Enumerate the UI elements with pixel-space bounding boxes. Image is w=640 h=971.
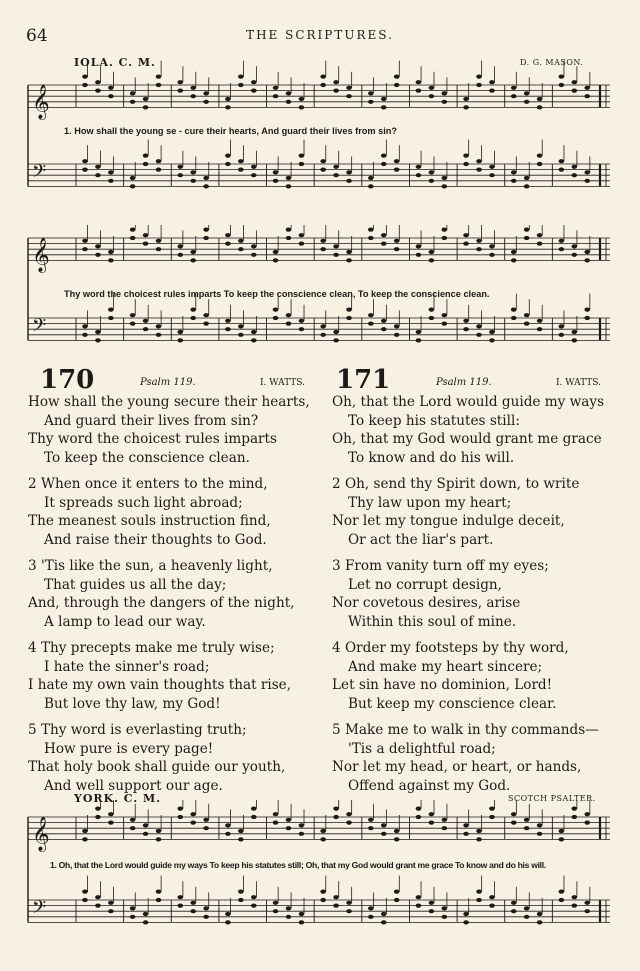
stanza: 5 Thy word is everlasting truth; How pure is every page! That holy book shall guide our youth, And well support our age.: [28, 722, 286, 794]
hymn-source-170: Psalm 119.: [140, 377, 196, 388]
svg-text:𝄞: 𝄞: [32, 84, 50, 120]
stanza: 2 Oh, send thy Spirit down, to write Thy law upon my heart; Nor let my tongue indulge deceit, Or act the liar's part.: [332, 476, 580, 548]
music-staff-system-3: [0, 800, 640, 968]
composer-iola: D. G. MASON.: [520, 58, 584, 67]
hymn-author-171: I. WATTS.: [556, 378, 601, 388]
lyric-line-iola-2: Thy word the choicest rules imparts To keep the conscience clean, To keep the conscience clean.: [64, 289, 490, 299]
lyric-line-iola-1: 1. How shall the young se - cure their hearts, And guard their lives from sin?: [64, 126, 398, 136]
svg-text:𝄞: 𝄞: [32, 816, 50, 852]
svg-text:𝄢: 𝄢: [32, 161, 47, 187]
tune-name-york: YORK. C. M.: [74, 792, 162, 805]
stanza: 2 When once it enters to the mind, It spreads such light abroad; The meanest souls instruction find, And raise their thoughts to God.: [28, 476, 271, 548]
lyric-line-york-1: 1. Oh, that the Lord would guide my ways To keep his statutes still; Oh, that my God would grant me grace To know and do his will.: [50, 860, 546, 870]
stanza: 3 'Tis like the sun, a heavenly light, That guides us all the day; And, through the dangers of the night, A lamp to lead our way.: [28, 558, 295, 630]
hymn-author-170: I. WATTS.: [260, 378, 305, 388]
composer-york: SCOTCH PSALTER.: [508, 794, 596, 803]
svg-text:𝄞: 𝄞: [32, 237, 50, 273]
hymn-number-170: 170: [40, 365, 95, 395]
page-number: 64: [26, 26, 48, 46]
hymn-171-text: [332, 393, 604, 795]
running-title: THE SCRIPTURES.: [246, 28, 394, 42]
stanza: 3 From vanity turn off my eyes; Let no corrupt design, Nor covetous desires, arise Within this soul of mine.: [332, 558, 549, 630]
hymn-source-171: Psalm 119.: [436, 377, 492, 388]
stanza: 4 Thy precepts make me truly wise; I hate the sinner's road; I hate my own vain thoughts that rise, But love thy law, my God!: [28, 640, 292, 712]
stanza: 5 Make me to walk in thy commands— 'Tis a delightful road; Nor let my head, or heart, or hands, Offend against my God.: [332, 722, 599, 794]
stanza: How shall the young secure their hearts, And guard their lives from sin? Thy word the choicest rules imparts To keep the conscience clean.: [28, 394, 310, 466]
tune-name-iola: IOLA. C. M.: [74, 56, 156, 69]
stanza: 4 Order my footsteps by thy word, And make my heart sincere; Let sin have no dominion, Lord! But keep my conscience clear.: [332, 640, 569, 712]
stanza: Oh, that the Lord would guide my ways To keep his statutes still: Oh, that my God would grant me grace To know and do his will.: [332, 394, 605, 466]
hymn-number-171: 171: [336, 365, 391, 395]
svg-text:𝄢: 𝄢: [32, 897, 47, 923]
svg-text:𝄢: 𝄢: [32, 315, 47, 341]
hymn-170-text: [28, 393, 310, 795]
